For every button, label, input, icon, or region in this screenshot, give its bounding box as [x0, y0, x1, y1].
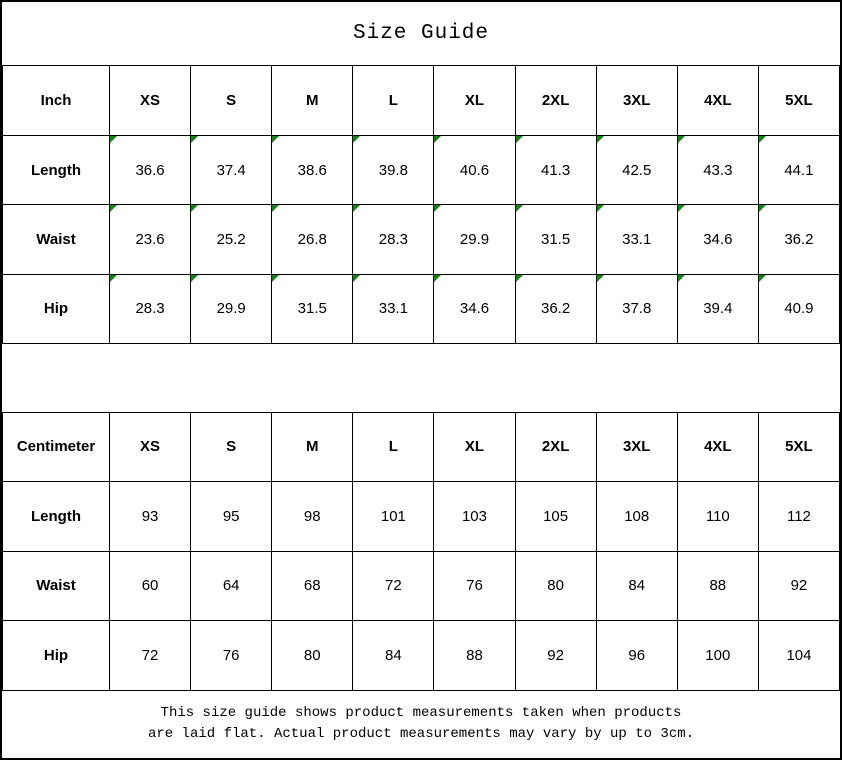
footer-note-row [3, 690, 840, 758]
green-triangle-marker-icon [191, 275, 198, 282]
measurement-value-cell: 72 [353, 551, 434, 620]
measurement-row-label: Hip [3, 274, 110, 343]
measurement-value-cell: 101 [353, 482, 434, 551]
measurement-value: 23.6 [135, 231, 165, 249]
measurement-value: 36.2 [784, 231, 814, 249]
green-triangle-marker-icon [272, 136, 279, 143]
measurement-value-cell: 80 [272, 621, 353, 690]
measurement-value-cell [434, 205, 515, 274]
green-triangle-marker-icon [434, 205, 441, 212]
measurement-value-cell [434, 135, 515, 204]
measurement-value-cell [596, 274, 677, 343]
measurement-value-cell: 100 [677, 621, 758, 690]
centimeter-header-row [3, 412, 840, 481]
measurement-value: 43.3 [703, 161, 733, 179]
green-triangle-marker-icon [759, 205, 766, 212]
measurement-value: 41.3 [541, 161, 571, 179]
measurement-value-cell: 76 [434, 551, 515, 620]
green-triangle-marker-icon [516, 205, 523, 212]
measurement-value-cell [272, 135, 353, 204]
measurement-value-cell [353, 205, 434, 274]
unit-header-centimeter: Centimeter [3, 412, 110, 481]
measurement-value: 38.6 [297, 161, 327, 179]
measurement-value-cell: 72 [110, 621, 191, 690]
measurement-value: 29.9 [216, 300, 246, 318]
measurement-value: 33.1 [622, 231, 652, 249]
green-triangle-marker-icon [191, 205, 198, 212]
measurement-value-cell: 95 [191, 482, 272, 551]
green-triangle-marker-icon [272, 205, 279, 212]
measurement-value-cell: 80 [515, 551, 596, 620]
measurement-value-cell [677, 274, 758, 343]
size-column-header: S [191, 412, 272, 481]
green-triangle-marker-icon [516, 275, 523, 282]
green-triangle-marker-icon [516, 136, 523, 143]
measurement-value: 42.5 [622, 161, 652, 179]
table-row [3, 274, 840, 343]
measurement-value: 34.6 [459, 300, 490, 318]
page-title: Size Guide [3, 2, 840, 66]
measurement-value-cell [353, 274, 434, 343]
size-column-header: XS [110, 66, 191, 135]
measurement-value-cell [758, 205, 839, 274]
measurement-value-cell: 92 [758, 551, 839, 620]
measurement-value: 36.6 [135, 161, 165, 179]
table-row [3, 551, 840, 620]
green-triangle-marker-icon [678, 205, 685, 212]
size-column-header: S [191, 66, 272, 135]
measurement-value-cell: 92 [515, 621, 596, 690]
measurement-value-cell: 84 [596, 551, 677, 620]
measurement-value: 39.4 [703, 300, 733, 318]
size-column-header: L [353, 412, 434, 481]
green-triangle-marker-icon [110, 205, 117, 212]
measurement-value: 34.6 [703, 231, 733, 249]
measurement-value: 39.8 [378, 161, 408, 179]
measurement-value-cell: 93 [110, 482, 191, 551]
measurement-value-cell [596, 135, 677, 204]
measurement-row-label: Waist [3, 551, 110, 620]
measurement-row-label: Waist [3, 205, 110, 274]
measurement-value-cell [758, 274, 839, 343]
measurement-value-cell [272, 205, 353, 274]
size-column-header: 2XL [515, 412, 596, 481]
inch-header-row [3, 66, 840, 135]
green-triangle-marker-icon [110, 275, 117, 282]
green-triangle-marker-icon [272, 275, 279, 282]
measurement-value-cell [272, 274, 353, 343]
green-triangle-marker-icon [597, 205, 604, 212]
measurement-value-cell: 60 [110, 551, 191, 620]
measurement-value: 31.5 [541, 231, 571, 249]
measurement-value-cell: 104 [758, 621, 839, 690]
measurement-value: 37.8 [622, 300, 652, 318]
table-row [3, 135, 840, 204]
measurement-value-cell [677, 135, 758, 204]
footer-note [3, 690, 840, 758]
measurement-value-cell: 108 [596, 482, 677, 551]
size-column-header: 2XL [515, 66, 596, 135]
measurement-value: 40.6 [459, 161, 490, 179]
measurement-value-cell [110, 205, 191, 274]
size-column-header: 4XL [677, 66, 758, 135]
size-column-header: 4XL [677, 412, 758, 481]
measurement-value: 31.5 [297, 300, 327, 318]
measurement-value-cell: 112 [758, 482, 839, 551]
measurement-value-cell [758, 135, 839, 204]
measurement-value-cell: 88 [434, 621, 515, 690]
measurement-value-cell [434, 274, 515, 343]
measurement-value: 36.2 [541, 300, 571, 318]
size-column-header: XL [434, 66, 515, 135]
green-triangle-marker-icon [759, 275, 766, 282]
measurement-value: 25.2 [216, 231, 246, 249]
green-triangle-marker-icon [759, 136, 766, 143]
size-column-header: XL [434, 412, 515, 481]
footer-note-line1: This size guide shows product measurements taken when products [160, 704, 682, 721]
measurement-value-cell: 98 [272, 482, 353, 551]
green-triangle-marker-icon [353, 136, 360, 143]
size-column-header: M [272, 412, 353, 481]
measurement-value-cell [191, 135, 272, 204]
measurement-value: 28.3 [378, 231, 408, 249]
measurement-value: 33.1 [378, 300, 408, 318]
measurement-value-cell [110, 135, 191, 204]
size-column-header: L [353, 66, 434, 135]
green-triangle-marker-icon [434, 136, 441, 143]
measurement-row-label: Length [3, 482, 110, 551]
green-triangle-marker-icon [353, 275, 360, 282]
measurement-value-cell: 68 [272, 551, 353, 620]
measurement-value-cell [515, 135, 596, 204]
green-triangle-marker-icon [110, 136, 117, 143]
measurement-value-cell: 110 [677, 482, 758, 551]
green-triangle-marker-icon [678, 136, 685, 143]
measurement-row-label: Length [3, 135, 110, 204]
measurement-value-cell [515, 205, 596, 274]
size-column-header: 5XL [758, 66, 839, 135]
measurement-value-cell: 64 [191, 551, 272, 620]
measurement-value-cell: 84 [353, 621, 434, 690]
unit-header-inch: Inch [3, 66, 110, 135]
measurement-value-cell [677, 205, 758, 274]
green-triangle-marker-icon [353, 205, 360, 212]
measurement-value: 28.3 [135, 300, 165, 318]
measurement-value-cell: 105 [515, 482, 596, 551]
measurement-value-cell [110, 274, 191, 343]
measurement-value-cell [191, 205, 272, 274]
green-triangle-marker-icon [597, 136, 604, 143]
measurement-value-cell [596, 205, 677, 274]
green-triangle-marker-icon [191, 136, 198, 143]
table-row [3, 621, 840, 690]
measurement-value-cell [515, 274, 596, 343]
measurement-value-cell: 88 [677, 551, 758, 620]
spacer-cell [3, 344, 840, 412]
measurement-value: 40.9 [784, 300, 814, 318]
measurement-value-cell [353, 135, 434, 204]
footer-note-line2: are laid flat. Actual product measurements may vary by up to 3cm. [147, 726, 695, 743]
measurement-value-cell: 103 [434, 482, 515, 551]
table-row [3, 205, 840, 274]
measurement-value-cell: 76 [191, 621, 272, 690]
size-guide-table [2, 2, 840, 758]
spacer-row [3, 344, 840, 412]
measurement-row-label: Hip [3, 621, 110, 690]
green-triangle-marker-icon [597, 275, 604, 282]
size-column-header: 3XL [596, 66, 677, 135]
title-row [3, 2, 840, 66]
size-column-header: 5XL [758, 412, 839, 481]
size-column-header: XS [110, 412, 191, 481]
green-triangle-marker-icon [434, 275, 441, 282]
green-triangle-marker-icon [678, 275, 685, 282]
measurement-value-cell: 96 [596, 621, 677, 690]
measurement-value: 29.9 [459, 231, 490, 249]
measurement-value: 37.4 [216, 161, 246, 179]
measurement-value: 26.8 [297, 231, 327, 249]
size-column-header: 3XL [596, 412, 677, 481]
size-column-header: M [272, 66, 353, 135]
measurement-value: 44.1 [784, 161, 814, 179]
measurement-value-cell [191, 274, 272, 343]
table-row [3, 482, 840, 551]
